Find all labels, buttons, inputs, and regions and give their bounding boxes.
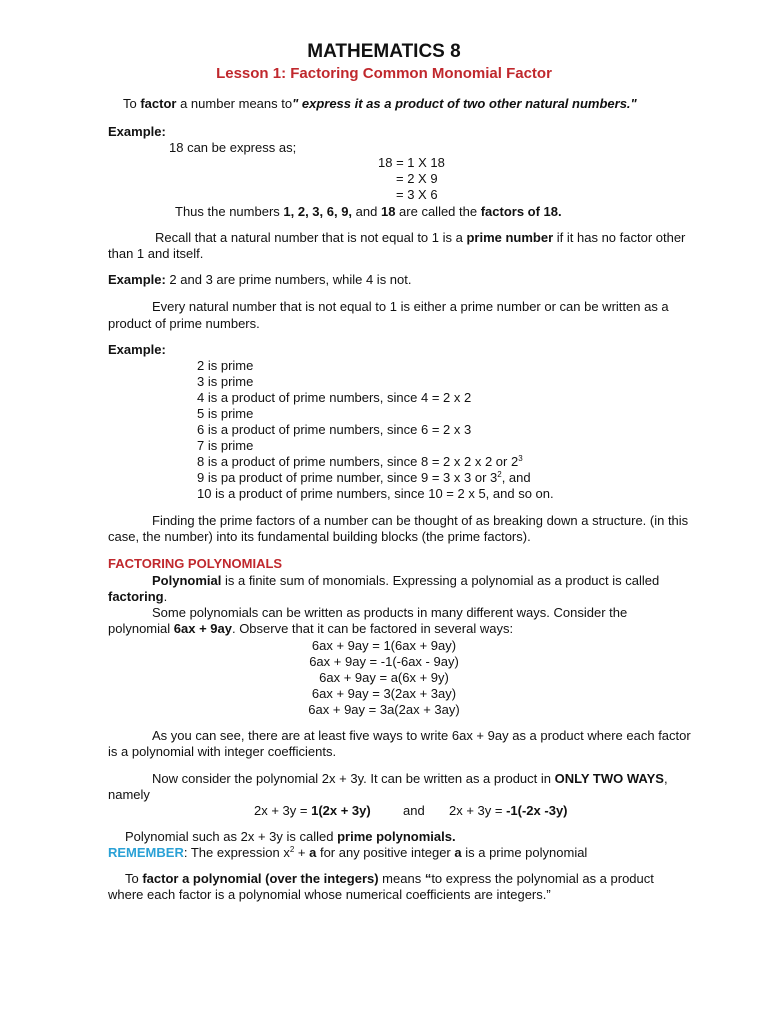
equation: 6ax + 9ay = 1(6ax + 9ay)	[311, 638, 457, 653]
list-item: 8 is a product of prime numbers, since 8 = 2 x 2 x 2 or $2^3$	[197, 454, 523, 469]
list-item: 6 is a product of prime numbers, since 6 = 2 x 3	[197, 422, 472, 437]
factor-polynomial-definition-line2: where each factor is a polynomial whose numerical coefficients are integers.”	[108, 887, 551, 902]
prime-example: Example: 2 and 3 are prime numbers, while 4 is not.	[108, 272, 412, 287]
list-item: 2 is prime	[197, 358, 254, 373]
namely-text: namely	[108, 787, 150, 802]
equation: 18 = 1 X 18	[378, 155, 445, 170]
list-item: 3 is prime	[197, 374, 254, 389]
some-polynomials-paragraph-line2: polynomial 6ax + 9ay. Observe that it can be factored in several ways:	[108, 621, 514, 636]
list-item: 9 is pa product of prime number, since 9 = 3 x 3 or $3^2$, and	[197, 470, 531, 485]
remember-label: REMEMBER	[108, 845, 184, 860]
two-ways-equation: 2x + 3y = 1(2x + 3y)	[254, 803, 371, 818]
as-you-see-paragraph: As you can see, there are at least five ways to write 6ax + 9ay as a product where each factor	[152, 728, 691, 743]
finding-paragraph: Finding the prime factors of a number can be thought of as breaking down a structure. (in this	[152, 513, 689, 528]
finding-paragraph-line2: case, the number) into its fundamental building blocks (the prime factors).	[108, 529, 531, 544]
and-text: and	[403, 803, 425, 818]
list-item: 10 is a product of prime numbers, since 10 = 2 x 5, and so on.	[197, 486, 554, 501]
every-number-paragraph: Every natural number that is not equal to 1 is either a prime number or can be written as a	[152, 299, 669, 314]
some-polynomials-paragraph: Some polynomials can be written as products in many different ways. Consider the	[152, 605, 628, 620]
equation: = 3 X 6	[396, 187, 438, 202]
equation: = 2 X 9	[396, 171, 438, 186]
section-heading: FACTORING POLYNOMIALS	[108, 556, 283, 571]
list-item: 7 is prime	[197, 438, 254, 453]
remember-note: REMEMBER: The expression $x^2 + a$ for any positive integer a is a prime polynomial	[108, 845, 588, 860]
factor-polynomial-definition: To factor a polynomial (over the integers) means “to express the polynomial as a product	[125, 871, 654, 886]
equation: 6ax + 9ay = -1(-6ax - 9ay)	[309, 654, 459, 669]
equation: 6ax + 9ay = 3(2ax + 3ay)	[311, 686, 457, 701]
factors-sentence: Thus the numbers 1, 2, 3, 6, 9, and 18 are called the factors of 18.	[175, 204, 562, 219]
equation: 6ax + 9ay = 3a(2ax + 3ay)	[308, 702, 460, 717]
equation: 6ax + 9ay = a(6x + 9y)	[319, 670, 449, 685]
two-ways-equation: 2x + 3y = -1(-2x -3y)	[449, 803, 568, 818]
example-label: Example:	[108, 342, 166, 357]
prime-polynomial-sentence: Polynomial such as 2x + 3y is called prime polynomials.	[125, 829, 456, 844]
now-consider-paragraph: Now consider the polynomial 2x + 3y. It can be written as a product in ONLY TWO WAYS,	[152, 771, 668, 786]
polynomial-definition-line2: factoring.	[108, 589, 168, 604]
list-item: 5 is prime	[197, 406, 254, 421]
polynomial-definition: Polynomial is a finite sum of monomials. Expressing a polynomial as a product is called	[152, 573, 660, 588]
intro-paragraph: To factor a number means to" express it as a product of two other natural numbers."	[123, 96, 637, 111]
as-you-see-paragraph-line2: is a polynomial with integer coefficients.	[108, 744, 337, 759]
lesson-subtitle: Lesson 1: Factoring Common Monomial Factor	[216, 65, 552, 82]
prime-definition-line2: than 1 and itself.	[108, 246, 204, 261]
example-text: 18 can be express as;	[169, 140, 297, 155]
list-item: 4 is a product of prime numbers, since 4 = 2 x 2	[197, 390, 472, 405]
page-title: MATHEMATICS 8	[307, 41, 461, 62]
example-label: Example:	[108, 124, 166, 139]
every-number-paragraph-line2: product of prime numbers.	[108, 316, 260, 331]
prime-definition: Recall that a natural number that is not equal to 1 is a prime number if it has no factor other	[155, 230, 686, 245]
